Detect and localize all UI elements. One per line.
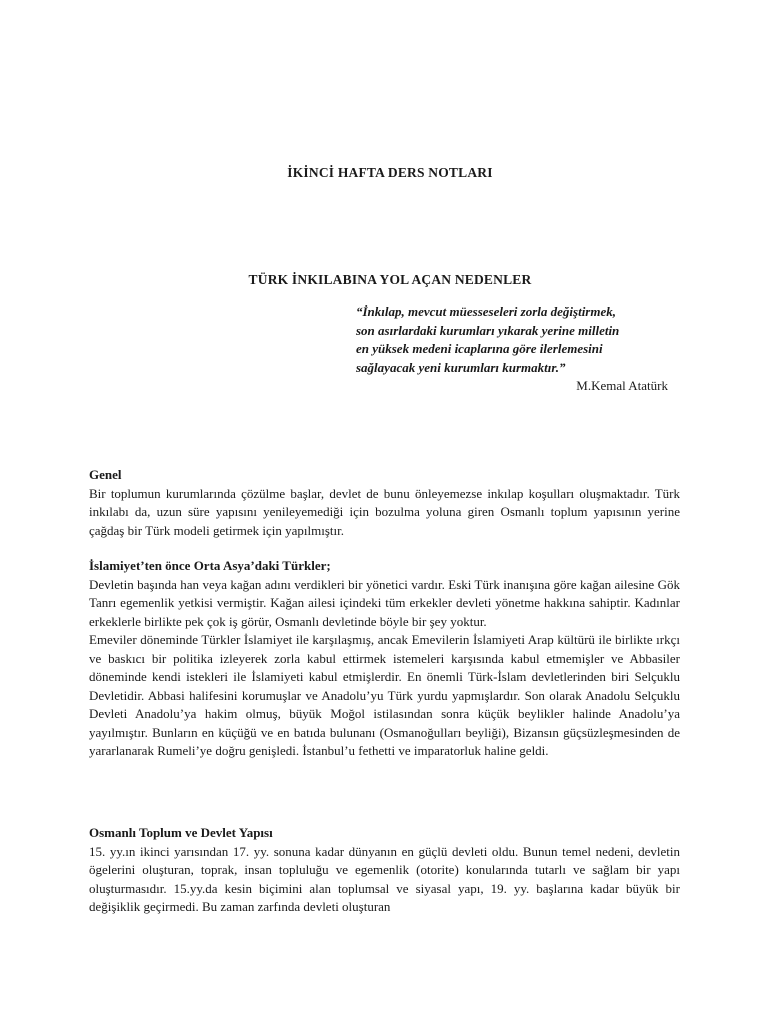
section-heading: Genel <box>89 467 122 482</box>
section-heading: Osmanlı Toplum ve Devlet Yapısı <box>89 825 273 840</box>
section-osmanli-toplum <box>89 824 680 917</box>
quote-line: “İnkılap, mevcut müesseseleri zorla değiştirmek, <box>356 304 616 319</box>
section-heading: İslamiyet’ten önce Orta Asya’daki Türkler; <box>89 558 331 573</box>
paragraph: Emeviler döneminde Türkler İslamiyet ile karşılaşmış, ancak Emevilerin İslamiyeti Arap kültürü ile birlikte ırkçı ve baskıcı bir politika izleyerek zorla kabul ettirmek istemeleri karşısında kabul etmemişler ve Abbasiler döneminde kendi istekleri ile İslamiyeti kabul etmişlerdir. En önemli Türk-İslam devletlerinden biri Selçuklu Devletidir. Abbasi halifesini korumuşlar ve Anadolu’yu Türk yurdu yapmışlardır. Son olarak Anadolu Selçuklu Devleti Anadolu’ya hakim olmuş, büyük Moğol istilasından sonra küçük beylikler halinde Anadolu’ya yayılmıştır. Bunların en küçüğü ve en batıda bulunanı (Osmanoğulları beyliği), Bizansın güçsüzleşmesinden de yararlanarak Rumeli’ye doğru genişledi. İstanbul’u fethetti ve imparatorluk haline geldi. <box>89 632 680 758</box>
quote-author: M.Kemal Atatürk <box>576 378 668 393</box>
quote-line: sağlayacak yeni kurumları kurmaktır.” <box>356 359 566 375</box>
paragraph: 15. yy.ın ikinci yarısından 17. yy. sonuna kadar dünyanın en güçlü devleti oldu. Bunun temel nedeni, devletin ögelerini oluşturan, toprak, insan topluluğu ve egemenlik (otorite) konularında tutarlı ve sağlam bir yapı oluşturmasıdır. 15.yy.da kesin biçimini alan toplumsal ve siyasal yapı, 19. yy. başlarına kadar büyük bir değişiklik geçirmedi. Bu zaman zarfında devleti oluşturan <box>89 843 680 914</box>
paragraph: Devletin başında han veya kağan adını verdikleri bir yönetici vardır. Eski Türk inanışına göre kağan ailesine Gök Tanrı egemenlik yetkisi vermiştir. Kağan ailesi içindeki tüm erkekler devleti yönetme hakkına sahiptir. Kadınlar erkeklerle birlikte pek çok iş görür, Osmanlı devletinde böyle bir şey yoktur. <box>89 576 680 629</box>
section-genel <box>89 466 680 540</box>
document-title: İKİNCİ HAFTA DERS NOTLARI <box>287 165 493 180</box>
section-title: TÜRK İNKILABINA YOL AÇAN NEDENLER <box>248 272 532 287</box>
epigraph-quote <box>356 303 676 396</box>
section-orta-asya-turkler <box>89 557 680 761</box>
quote-line: son asırlardaki kurumları yıkarak yerine milletin <box>356 322 620 338</box>
paragraph: Bir toplumun kurumlarında çözülme başlar, devlet de bunu önleyemezse inkılap koşulları oluşmaktadır. Türk inkılabı da, uzun süre yapısını yenileyemediği için bozulma yoluna giren Osmanlı toplum yapısının yerine çağdaş bir Türk modeli getirmek için yapılmıştır. <box>89 485 680 538</box>
quote-line: en yüksek medeni icaplarına göre ilerlemesini <box>356 341 603 356</box>
